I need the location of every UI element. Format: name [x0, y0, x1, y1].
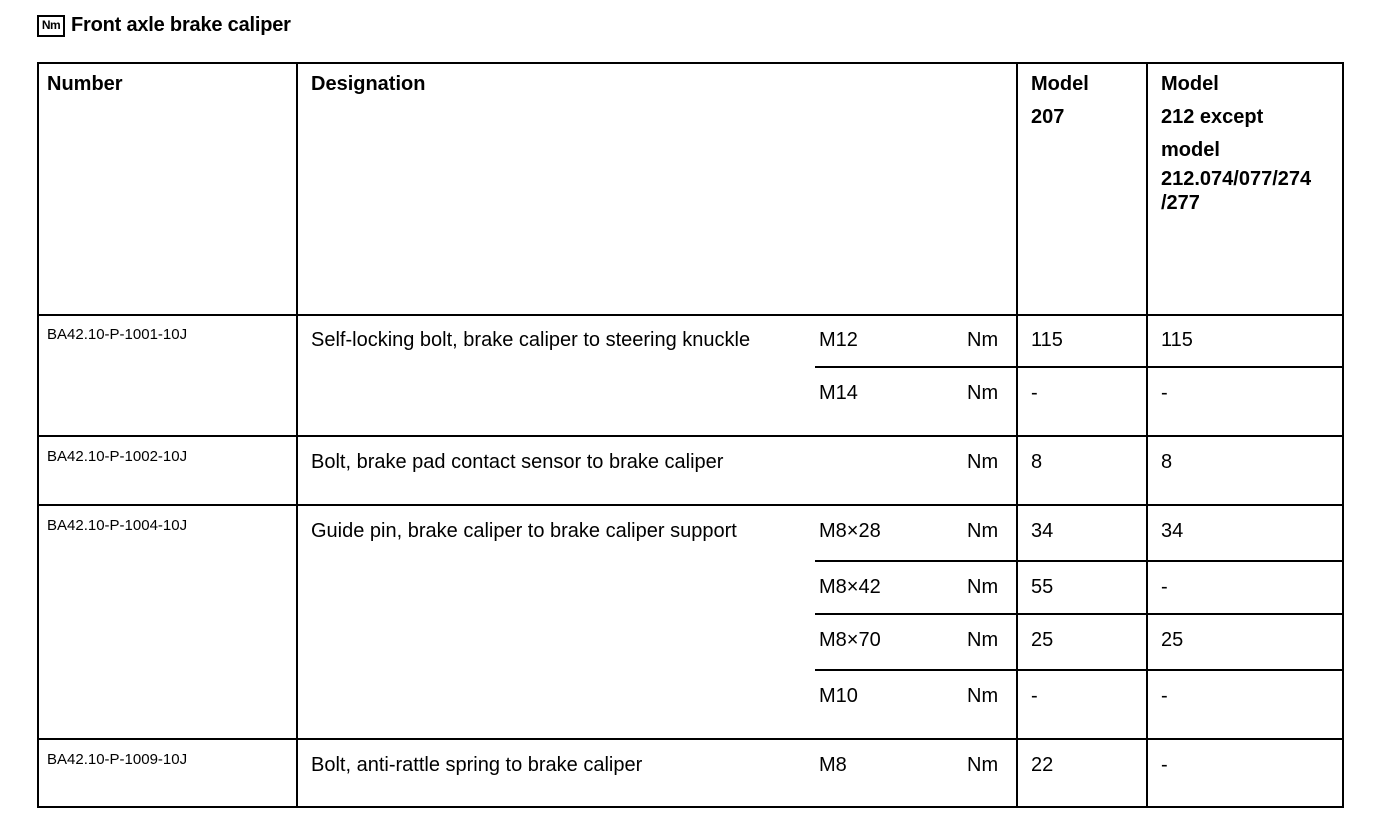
header-model-212: Model 212 except model 212.074/077/274 /277: [1161, 73, 1312, 214]
row-value-model-207: 22: [1031, 754, 1054, 776]
row-value-model-207: 25: [1031, 629, 1054, 651]
row-value-model-212: -: [1161, 382, 1168, 404]
row-unit: Nm: [967, 329, 999, 351]
row-unit: Nm: [967, 520, 999, 542]
row-number: BA42.10-P-1009-10J: [47, 751, 188, 768]
row-unit: Nm: [967, 451, 999, 473]
row-thread-size: M10: [819, 685, 858, 707]
row-divider: [37, 435, 1344, 437]
row-unit: Nm: [967, 685, 999, 707]
row-value-model-212: 8: [1161, 451, 1173, 473]
row-value-model-207: 55: [1031, 576, 1054, 598]
torque-table: [37, 62, 1344, 808]
row-divider: [37, 738, 1344, 740]
page-title: Front axle brake caliper: [71, 14, 291, 36]
row-value-model-212: 34: [1161, 520, 1184, 542]
row-value-model-207: 34: [1031, 520, 1054, 542]
row-value-model-212: 25: [1161, 629, 1184, 651]
row-thread-size: M12: [819, 329, 858, 351]
torque-nm-icon: Nm: [37, 15, 65, 37]
subrow-divider: [815, 560, 1344, 562]
row-value-model-212: -: [1161, 754, 1168, 776]
row-value-model-212: -: [1161, 685, 1168, 707]
row-thread-size: M8×28: [819, 520, 881, 542]
row-value-model-207: -: [1031, 685, 1038, 707]
row-number: BA42.10-P-1004-10J: [47, 517, 188, 534]
row-divider: [37, 504, 1344, 506]
row-designation: Self-locking bolt, brake caliper to steering knuckle: [311, 329, 751, 351]
row-unit: Nm: [967, 754, 999, 776]
header-model-207: Model 207: [1031, 73, 1089, 128]
row-designation: Guide pin, brake caliper to brake caliper support: [311, 520, 737, 542]
row-value-model-207: 115: [1031, 329, 1063, 351]
row-value-model-207: -: [1031, 382, 1038, 404]
header-number: Number: [47, 73, 123, 95]
row-value-model-212: -: [1161, 576, 1168, 598]
row-designation: Bolt, brake pad contact sensor to brake caliper: [311, 451, 724, 473]
subrow-divider: [815, 669, 1344, 671]
header-designation: Designation: [311, 73, 426, 95]
row-thread-size: M8×42: [819, 576, 881, 598]
row-thread-size: M8×70: [819, 629, 881, 651]
row-unit: Nm: [967, 576, 999, 598]
row-number: BA42.10-P-1001-10J: [47, 326, 188, 343]
row-number: BA42.10-P-1002-10J: [47, 448, 188, 465]
page-header: [37, 14, 291, 37]
row-thread-size: M14: [819, 382, 858, 404]
row-designation: Bolt, anti-rattle spring to brake caliper: [311, 754, 643, 776]
row-value-model-207: 8: [1031, 451, 1043, 473]
subrow-divider: [815, 366, 1344, 368]
header-divider: [37, 314, 1344, 316]
row-unit: Nm: [967, 382, 999, 404]
row-value-model-212: 115: [1161, 329, 1193, 351]
row-unit: Nm: [967, 629, 999, 651]
subrow-divider: [815, 613, 1344, 615]
row-thread-size: M8: [819, 754, 847, 776]
